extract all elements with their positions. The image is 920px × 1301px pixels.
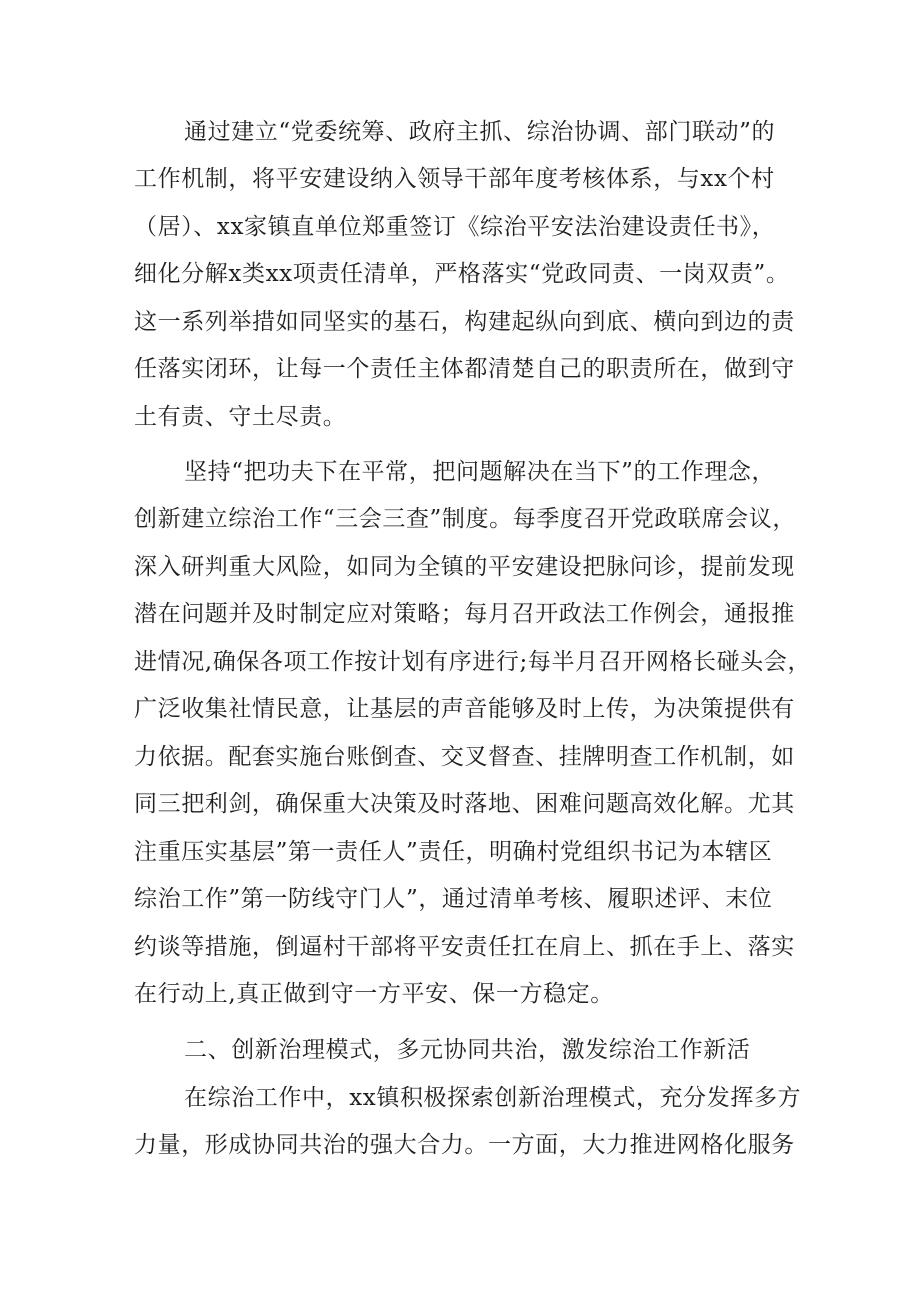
paragraph-line: 深入研判重大风险，如同为全镇的平安建设把脉问诊，提前发现 — [134, 554, 795, 580]
paragraph-line: 通过建立“党委统筹、政府主抓、综治协调、部门联动”的 — [184, 119, 776, 145]
paragraph-line: 这一系列举措如同坚实的基石，构建起纵向到底、横向到边的责 — [134, 309, 795, 335]
paragraph-line: 潜在问题并及时制定应对策略；每月召开政法工作例会，通报推 — [134, 601, 795, 627]
paragraph-line: 综治工作”第一防线守门人”，通过清单考核、履职述评、末位 — [134, 886, 773, 912]
paragraph-line: 力依据。配套实施台账倒查、交叉督查、挂牌明查工作机制，如 — [134, 744, 795, 770]
paragraph-line: 坚持“把功夫下在平常，把问题解决在当下”的工作理念， — [184, 459, 776, 485]
paragraph-line: 任落实闭环，让每一个责任主体都清楚自己的职责所在，做到守 — [134, 356, 795, 382]
paragraph-line: 在行动上,真正做到守一方平安、保一方稳定。 — [134, 981, 614, 1007]
paragraph-line: 创新建立综治工作“三会三查”制度。每季度召开党政联席会议， — [134, 506, 796, 532]
paragraph-line: 细化分解x类xx项责任清单，严格落实“党政同责、一岗双责”。 — [134, 261, 790, 287]
paragraph-line: 注重压实基层”第一责任人”责任，明确村党组织书记为本辖区 — [134, 839, 773, 865]
paragraph-line: 力量，形成协同共治的强大合力。一方面，大力推进网格化服务 — [134, 1132, 795, 1158]
paragraph-line: 工作机制，将平安建设纳入领导干部年度考核体系，与xx个村 — [134, 166, 775, 192]
paragraph-line: 约谈等措施，倒逼村干部将平安责任扛在肩上、抓在手上、落实 — [134, 934, 795, 960]
paragraph-line: 广泛收集社情民意，让基层的声音能够及时上传，为决策提供有 — [134, 696, 795, 722]
paragraph-line: 同三把利剑，确保重大决策及时落地、困难问题高效化解。尤其 — [134, 791, 795, 817]
paragraph-line: 进情况,确保各项工作按计划有序进行;每半月召开网格长碰头会， — [134, 649, 812, 675]
paragraph-line: （居）、xx家镇直单位郑重签订《综治平安法治建设责任书》， — [134, 214, 776, 240]
section-heading: 二、创新治理模式，多元协同共治，激发综治工作新活 — [184, 1037, 751, 1063]
paragraph-line: 土有责、守土尽责。 — [134, 404, 347, 430]
paragraph-line: 在综治工作中，xx镇积极探索创新治理模式，充分发挥多方 — [184, 1085, 802, 1111]
